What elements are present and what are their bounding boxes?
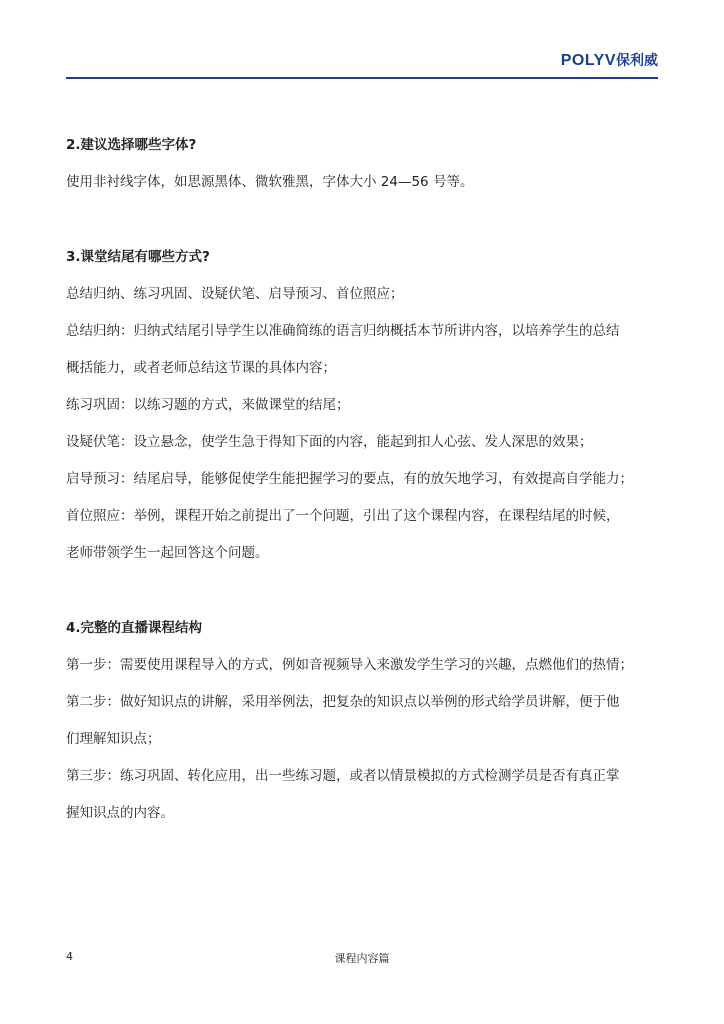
paragraph-line: 第一步：需要使用课程导入的方式，例如音视频导入来激发学生学习的兴趣，点燃他们的热情； <box>66 657 633 673</box>
paragraph-line: 启导预习：结尾启导，能够促使学生能把握学习的要点，有的放矢地学习，有效提高自学能力； <box>66 471 633 487</box>
logo <box>561 50 658 70</box>
footer-title: 课程内容篇 <box>334 952 390 965</box>
paragraph-line: 使用非衬线字体，如思源黑体、微软雅黑，字体大小 24—56 号等。 <box>66 174 474 190</box>
section-heading-2: 2.建议选择哪些字体? <box>66 137 197 153</box>
paragraph-line: 练习巩固：以练习题的方式，来做课堂的结尾； <box>66 397 350 413</box>
page-number: 4 <box>66 950 73 963</box>
paragraph-line: 第三步：练习巩固、转化应用，出一些练习题，或者以情景模拟的方式检测学员是否有真正掌 <box>66 768 620 784</box>
paragraph-line: 第二步：做好知识点的讲解，采用举例法，把复杂的知识点以举例的形式给学员讲解，便于他 <box>66 694 620 710</box>
paragraph-line: 总结归纳：归纳式结尾引导学生以准确简练的语言归纳概括本节所讲内容，以培养学生的总结 <box>66 323 620 339</box>
section-heading-4: 4.完整的直播课程结构 <box>66 620 203 636</box>
paragraph-line: 总结归纳、练习巩固、设疑伏笔、启导预习、首位照应； <box>66 286 404 302</box>
header-rule <box>66 77 658 79</box>
paragraph-line: 概括能力，或者老师总结这节课的具体内容； <box>66 360 336 376</box>
paragraph-line: 首位照应：举例，课程开始之前提出了一个问题，引出了这个课程内容，在课程结尾的时候， <box>66 508 620 524</box>
paragraph-line: 老师带领学生一起回答这个问题。 <box>66 545 269 561</box>
logo-cn: 保利威 <box>616 52 658 68</box>
page-content <box>66 134 658 824</box>
logo-latin: POLYV <box>560 52 616 69</box>
section-heading-3: 3.课堂结尾有哪些方式? <box>66 249 210 265</box>
paragraph-line: 们理解知识点； <box>66 731 161 747</box>
paragraph-line: 设疑伏笔：设立悬念，使学生急于得知下面的内容，能起到扣人心弦、发人深思的效果； <box>66 434 593 450</box>
paragraph-line: 握知识点的内容。 <box>66 805 174 821</box>
